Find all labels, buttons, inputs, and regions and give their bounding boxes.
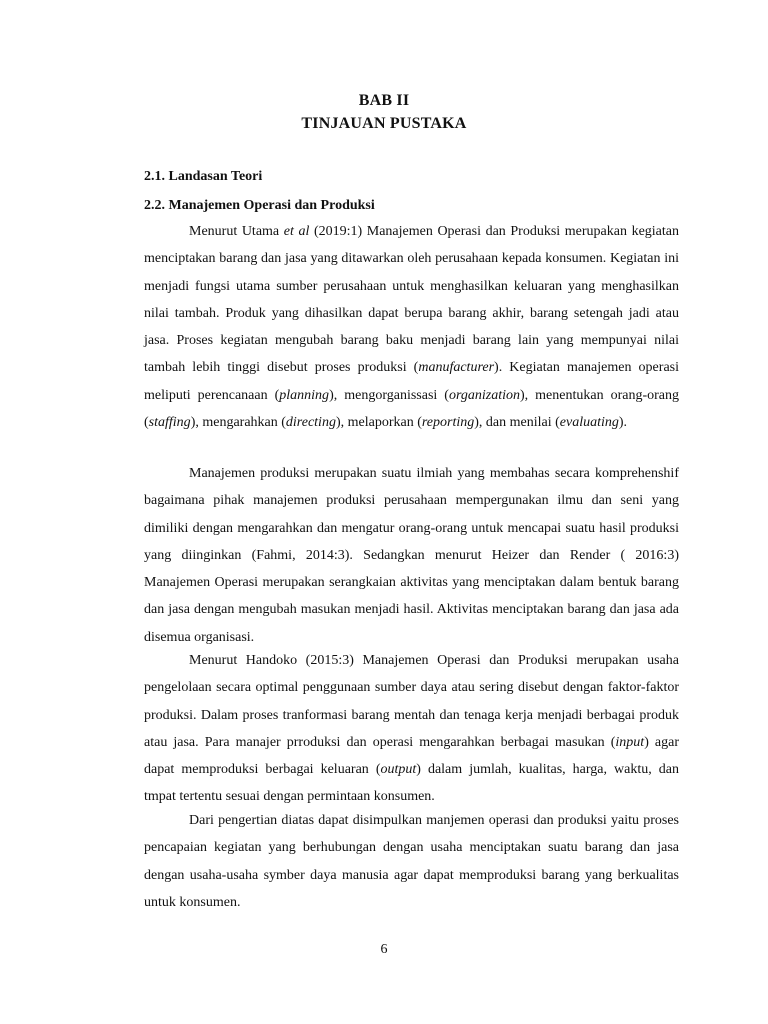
paragraph-1: Menurut Utama et al (2019:1) Manajemen Operasi dan Produksi merupakan kegiatan menciptakan barang dan jasa yang ditawarkan oleh perusahaan kepada konsumen. Kegiatan ini menjadi fungsi utama sumber perusahaan untuk menghasilkan keluaran yang menghasilkan nilai tambah. Produk yang dihasilkan dapat berupa barang akhir, barang setengah jadi atau jasa. Proses kegiatan mengubah barang baku menjadi barang lain yang mempunyai nilai tambah lebih tinggi disebut proses produksi (manufacturer). Kegiatan manajemen operasi meliputi perencanaan (planning), mengorganissasi (organization), menentukan orang-orang (staffing), mengarahkan (directing), melaporkan (reporting), dan menilai (evaluating). — [144, 224, 680, 431]
section-heading-landasan-teori: 2.1. Landasan Teori — [144, 169, 263, 184]
paragraph-3: Menurut Handoko (2015:3) Manajemen Operasi dan Produksi merupakan usaha pengelolaan secara optimal penggunaan sumber daya atau sering disebut dengan faktor-faktor produksi. Dalam proses tranformasi barang mentah dan tenaga kerja menjadi berbagai produk atau jasa. Para manajer prroduksi dan operasi mengarahkan berbagai masukan (input) agar dapat memproduksi berbagai keluaran (output) dalam jumlah, kualitas, harga, waktu, dan tmpat tertentu sesuai dengan permintaan konsumen. — [144, 653, 680, 805]
section-heading-manajemen-operasi: 2.2. Manajemen Operasi dan Produksi — [144, 198, 375, 213]
chapter-label: BAB II — [358, 92, 410, 109]
chapter-title: TINJAUAN PUSTAKA — [301, 115, 467, 132]
paragraph-2: Manajemen produksi merupakan suatu ilmiah yang membahas secara komprehenshif bagaimana pihak manajemen produksi perusahaan mempergunakan ilmu dan seni yang dimiliki dengan mengarahkan dan mengatur orang-orang untuk mencapai suatu hasil produksi yang diinginkan (Fahmi, 2014:3). Sedangkan menurut Heizer dan Render ( 2016:3) Manajemen Operasi merupakan serangkaian aktivitas yang menciptakan dalam bentuk barang dan jasa dengan mengubah masukan menjadi hasil. Aktivitas menciptakan barang dan jasa ada disemua organisasi. — [144, 466, 679, 645]
paragraph-4: Dari pengertian diatas dapat disimpulkan manjemen operasi dan produksi yaitu proses pencapaian kegiatan yang berhubungan dengan usaha menciptakan suatu barang dan jasa dengan usaha-usaha symber daya manusia agar dapat memproduksi barang yang berkualitas untuk konsumen. — [144, 813, 679, 910]
page-number: 6 — [380, 942, 388, 957]
